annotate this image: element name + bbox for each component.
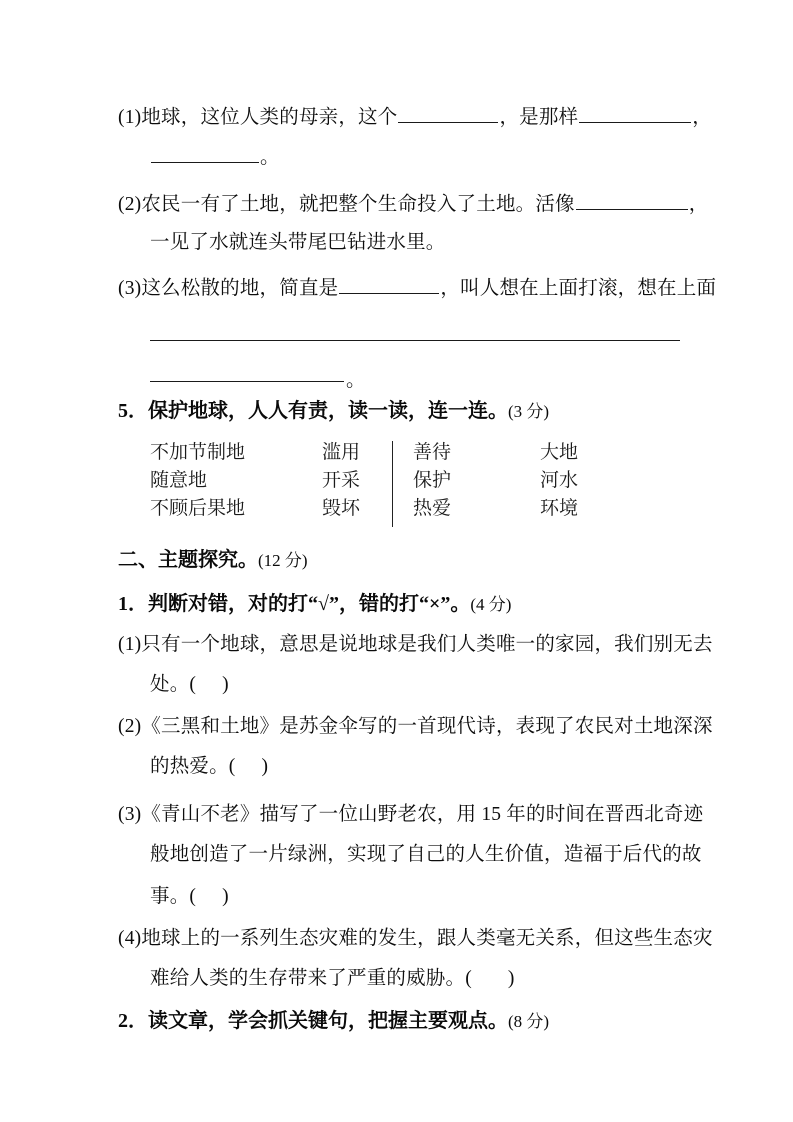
match-cell-verb[interactable]: 开采 [322,470,361,491]
item-text-before: 农民一有了土地，就把整个生命投入了土地。活像 [141,194,575,215]
question-number: 1． [118,593,148,615]
item-text-end: 。 [260,147,280,168]
item-text: 地球上的一系列生态灾难的发生，跟人类毫无关系，但这些生态灾 [141,928,713,949]
item-text-mid: ，是那样 [499,107,579,128]
item-text-after: ，叫人想在上面打滚，想在上面 [440,278,717,299]
question-title: 读文章，学会抓关键句，把握主要观点。 [148,1010,508,1032]
answer-rule-period: 。 [346,370,366,391]
tf-item-4-line-1 [118,924,713,954]
section-points: (12 分) [258,551,308,570]
tf-item-1-line-2 [150,670,229,700]
tf-item-3-line-2 [150,840,702,870]
item-text-cont: 事。( [150,886,197,907]
item-paren-close: ) [261,756,269,777]
answer-rule-full[interactable] [150,340,680,341]
section-number: 二、 [118,549,158,571]
question-number: 2． [118,1010,148,1032]
item-text-cont: 般地创造了一片绿洲，实现了自己的人生价值，造福于后代的故 [150,844,702,865]
item-text-cont: 一见了水就连头带尾巴钻进水里。 [150,232,446,253]
question-4-1-line-2 [150,143,280,173]
question-4-2-line-1 [118,190,708,220]
tf-item-1-line-1 [118,630,713,660]
item-number: (3) [118,278,142,299]
answer-blank[interactable] [151,143,259,163]
question-title: 判断对错，对的打“√”，错的打“×”。 [148,593,471,615]
item-text-after: ， [688,194,709,215]
question-2-heading [118,1006,549,1037]
question-points: (3 分) [508,402,550,421]
item-text-before: 这么松散的地，简直是 [141,278,339,299]
question-points: (4 分) [470,595,512,614]
match-cell-verb[interactable]: 滥用 [322,442,361,463]
item-text-after: ， [692,107,712,128]
table-row [150,467,620,495]
match-cell-adverb[interactable]: 不顾后果地 [150,498,246,519]
table-row [150,439,620,467]
item-text-before: 地球，这位人类的母亲，这个 [141,107,398,128]
section-title: 主题探究。 [158,549,258,571]
match-cell-verb-right[interactable]: 保护 [413,470,452,491]
tf-item-3-line-3 [150,882,229,912]
question-4-2-line-2 [150,228,446,258]
item-text: 《青山不老》描写了一位山野老农，用 15 年的时间在晋西北奇迹 [141,804,704,825]
match-cell-noun[interactable]: 河水 [540,470,579,491]
match-cell-verb-right[interactable]: 善待 [413,442,452,463]
match-cell-verb[interactable]: 毁坏 [322,498,361,519]
question-title: 保护地球，人人有责，读一读，连一连。 [148,400,508,422]
item-number: (1) [118,634,142,655]
answer-rule-short[interactable] [150,381,344,382]
section-two-heading [118,545,308,576]
item-paren-close: ) [222,674,229,695]
item-text: 《三黑和土地》是苏金伞写的一首现代诗，表现了农民对土地深深 [141,716,713,737]
item-text-cont: 处。( [150,674,197,695]
item-number: (2) [118,194,142,215]
item-number: (3) [118,804,142,825]
item-text-cont: 的热爱。( [150,756,236,777]
item-paren-close: ) [222,886,229,907]
question-1-heading [118,589,511,620]
question-points: (8 分) [508,1012,550,1031]
answer-blank[interactable] [579,103,691,123]
match-cell-noun[interactable]: 环境 [540,498,579,519]
item-text-cont: 难给人类的生存带来了严重的威胁。( [150,968,472,989]
item-number: (2) [118,716,142,737]
answer-blank[interactable] [339,274,439,294]
match-cell-adverb[interactable]: 随意地 [150,470,208,491]
item-text: 只有一个地球，意思是说地球是我们人类唯一的家园，我们别无去 [141,634,713,655]
match-cell-adverb[interactable]: 不加节制地 [150,442,246,463]
match-table [150,439,620,523]
tf-item-3-line-1 [118,800,703,830]
match-cell-noun[interactable]: 大地 [540,442,579,463]
tf-item-2-line-1 [118,712,713,742]
question-number: 5． [118,400,148,422]
tf-item-2-line-2 [150,752,268,782]
question-4-3-line-1 [118,274,716,304]
question-4-1-line-1 [118,103,712,133]
match-cell-verb-right[interactable]: 热爱 [413,498,452,519]
tf-item-4-line-2 [150,964,515,994]
answer-blank[interactable] [576,190,688,210]
table-row [150,495,620,523]
item-number: (1) [118,107,142,128]
item-paren-close: ) [507,968,515,989]
answer-blank[interactable] [398,103,498,123]
question-5-heading [118,396,549,427]
item-number: (4) [118,928,142,949]
